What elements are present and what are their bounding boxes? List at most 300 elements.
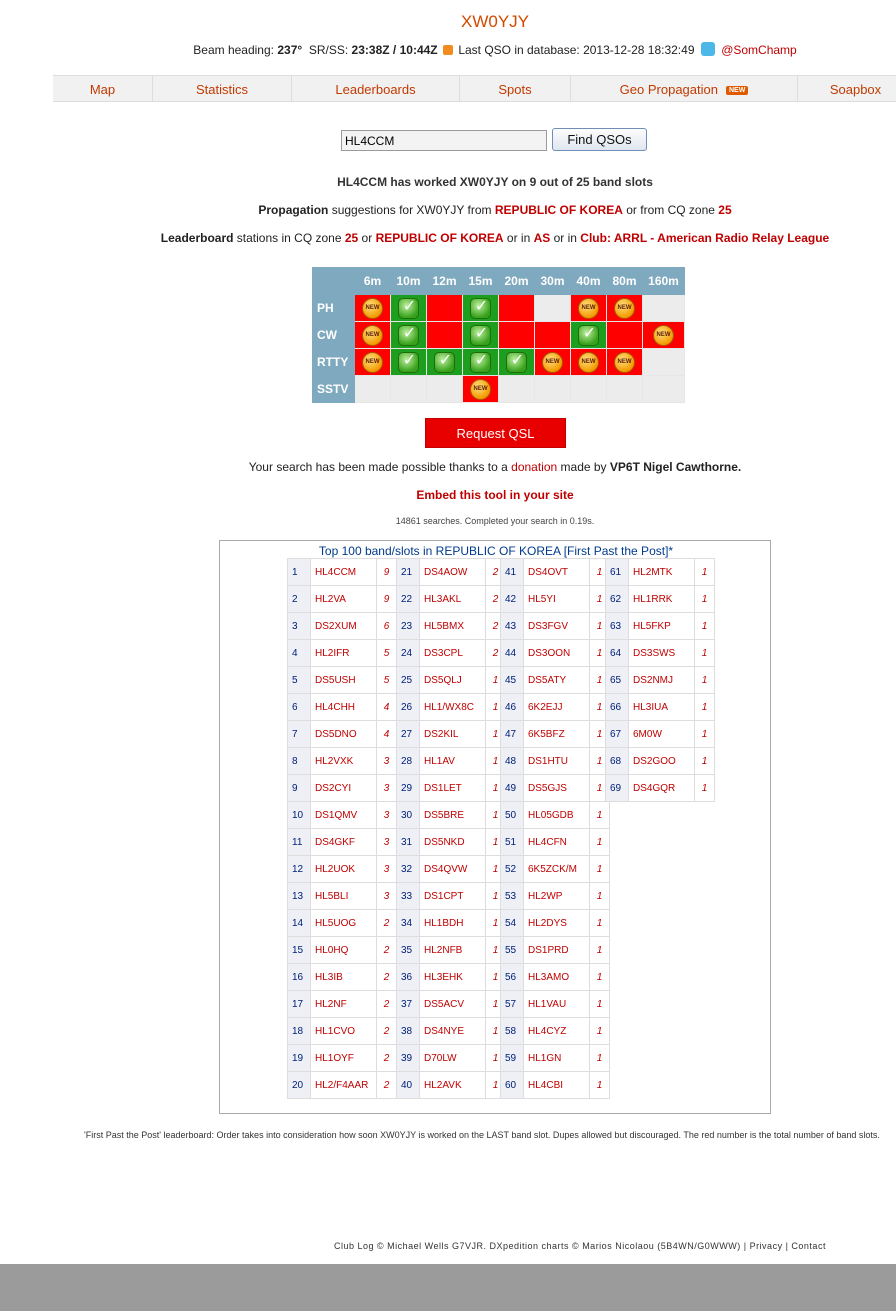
table-row bbox=[397, 856, 506, 883]
slot-rtty-6m bbox=[355, 349, 391, 376]
search-stats: 14861 searches. Completed your search in 0.19s. bbox=[395, 516, 595, 526]
slot-count: 1 bbox=[590, 856, 610, 883]
slot-cw-15m bbox=[463, 322, 499, 349]
table-row bbox=[288, 748, 397, 775]
rank: 16 bbox=[288, 964, 311, 991]
callsign-link[interactable]: DS3FGV bbox=[524, 613, 590, 640]
slot-count: 2 bbox=[486, 640, 506, 667]
callsign-link[interactable]: 6M0W bbox=[629, 721, 695, 748]
callsign-link[interactable]: HL0HQ bbox=[311, 937, 377, 964]
callsign-link[interactable]: HL5FKP bbox=[629, 613, 695, 640]
callsign-link[interactable]: DS1QMV bbox=[311, 802, 377, 829]
table-row bbox=[288, 1018, 397, 1045]
leaderboard-club-link[interactable]: Club: ARRL - American Radio Relay League bbox=[580, 231, 830, 245]
callsign-link[interactable]: DS3SWS bbox=[629, 640, 695, 667]
slot-count: 1 bbox=[486, 991, 506, 1018]
request-qsl-button[interactable]: Request QSL bbox=[425, 418, 566, 448]
table-row bbox=[288, 937, 397, 964]
beam-heading-value: 237° bbox=[277, 43, 303, 57]
table-row bbox=[397, 910, 506, 937]
mode-row-sstv bbox=[313, 376, 685, 403]
table-row bbox=[288, 910, 397, 937]
callsign-link[interactable]: HL1GN bbox=[524, 1045, 590, 1072]
rank: 56 bbox=[501, 964, 524, 991]
rank: 30 bbox=[397, 802, 420, 829]
nav-soapbox[interactable]: Soapbox bbox=[829, 82, 882, 97]
callsign-link[interactable]: DS5ACV bbox=[420, 991, 486, 1018]
slot-count: 3 bbox=[377, 775, 397, 802]
slot-cw-20m bbox=[499, 322, 535, 349]
callsign-link[interactable]: DS1PRD bbox=[524, 937, 590, 964]
slot-rtty-20m bbox=[499, 349, 535, 376]
rank: 24 bbox=[397, 640, 420, 667]
slot-count: 4 bbox=[377, 694, 397, 721]
table-row bbox=[501, 613, 610, 640]
check-icon: ✓ bbox=[470, 352, 491, 373]
slot-count: 2 bbox=[377, 937, 397, 964]
slot-cw-160m bbox=[643, 322, 685, 349]
table-row bbox=[501, 937, 610, 964]
footnote: 'First Past the Post' leaderboard: Order takes into consideration how soon XW0YJY is worked on the LAST band slot. Dupes allowed but discouraged. The red number is the total number of band slots. bbox=[84, 1130, 880, 1140]
slot-ph-6m bbox=[355, 295, 391, 322]
table-row bbox=[501, 748, 610, 775]
slot-count: 1 bbox=[486, 775, 506, 802]
callsign-link[interactable]: HL2MTK bbox=[629, 559, 695, 586]
slot-count: 5 bbox=[377, 667, 397, 694]
callsign-link[interactable]: HL3IUA bbox=[629, 694, 695, 721]
callsign-link[interactable]: HL3AMO bbox=[524, 964, 590, 991]
callsign-link[interactable]: HL4CBI bbox=[524, 1072, 590, 1099]
leaderboard-column bbox=[605, 558, 715, 802]
callsign-link[interactable]: HL4CCM bbox=[311, 559, 377, 586]
callsign-link[interactable]: HL5BLI bbox=[311, 883, 377, 910]
table-row bbox=[397, 1072, 506, 1099]
check-icon: ✓ bbox=[398, 325, 419, 346]
mode-row-rtty bbox=[313, 349, 685, 376]
slot-ph-15m bbox=[463, 295, 499, 322]
callsign-link[interactable]: HL2VXK bbox=[311, 748, 377, 775]
callsign-link[interactable]: DS1CPT bbox=[420, 883, 486, 910]
new-slot-icon: NEW bbox=[362, 352, 383, 373]
worked-summary: HL4CCM has worked XW0YJY on 9 out of 25 band slots bbox=[337, 175, 653, 189]
slot-count: 1 bbox=[590, 775, 610, 802]
slot-count: 1 bbox=[590, 721, 610, 748]
slot-count: 2 bbox=[486, 613, 506, 640]
callsign-input[interactable] bbox=[341, 130, 547, 151]
callsign-link[interactable]: DS1LET bbox=[420, 775, 486, 802]
propagation-zone-link[interactable]: 25 bbox=[718, 203, 732, 217]
rank: 47 bbox=[501, 721, 524, 748]
leaderboard-bold: Leaderboard bbox=[160, 231, 234, 245]
table-row bbox=[501, 964, 610, 991]
rank: 39 bbox=[397, 1045, 420, 1072]
slot-count: 2 bbox=[377, 1045, 397, 1072]
slot-count: 1 bbox=[695, 775, 715, 802]
contact-link[interactable]: Contact bbox=[791, 1241, 826, 1251]
callsign-link[interactable]: DS3CPL bbox=[420, 640, 486, 667]
callsign-link[interactable]: HL5UOG bbox=[311, 910, 377, 937]
band-header-30m: 30m bbox=[535, 268, 571, 295]
table-row bbox=[606, 721, 715, 748]
rank: 53 bbox=[501, 883, 524, 910]
slot-cw-12m bbox=[427, 322, 463, 349]
slot-count: 1 bbox=[486, 748, 506, 775]
slot-rtty-40m bbox=[571, 349, 607, 376]
callsign-link[interactable]: HL2NF bbox=[311, 991, 377, 1018]
slot-count: 5 bbox=[377, 640, 397, 667]
callsign-link[interactable]: DS5USH bbox=[311, 667, 377, 694]
new-slot-icon: NEW bbox=[653, 325, 674, 346]
rank: 35 bbox=[397, 937, 420, 964]
rank: 67 bbox=[606, 721, 629, 748]
table-row bbox=[606, 667, 715, 694]
callsign-link[interactable]: HL1VAU bbox=[524, 991, 590, 1018]
callsign-link[interactable]: HL1/WX8C bbox=[420, 694, 486, 721]
callsign-link[interactable]: HL05GDB bbox=[524, 802, 590, 829]
callsign-link[interactable]: 6K2EJJ bbox=[524, 694, 590, 721]
rank: 42 bbox=[501, 586, 524, 613]
slot-count: 1 bbox=[695, 559, 715, 586]
callsign-link[interactable]: HL2UOK bbox=[311, 856, 377, 883]
slot-count: 1 bbox=[486, 910, 506, 937]
callsign-link[interactable]: DS1HTU bbox=[524, 748, 590, 775]
srss-label: SR/SS: bbox=[308, 43, 349, 57]
slot-count: 1 bbox=[590, 694, 610, 721]
propagation-country-link[interactable]: REPUBLIC OF KOREA bbox=[494, 203, 623, 217]
slot-rtty-12m bbox=[427, 349, 463, 376]
page-title: XW0YJY bbox=[460, 12, 530, 31]
table-row bbox=[501, 1045, 610, 1072]
donor-name: VP6T Nigel Cawthorne. bbox=[609, 460, 742, 474]
slot-ph-10m bbox=[391, 295, 427, 322]
slot-rtty-80m bbox=[607, 349, 643, 376]
callsign-link[interactable]: DS2XUM bbox=[311, 613, 377, 640]
callsign-link[interactable]: DS5GJS bbox=[524, 775, 590, 802]
beam-heading-label: Beam heading: bbox=[193, 43, 274, 57]
callsign-link[interactable]: DS2KIL bbox=[420, 721, 486, 748]
callsign-link[interactable]: HL3IB bbox=[311, 964, 377, 991]
twitter-icon[interactable] bbox=[701, 42, 715, 56]
band-header-6m: 6m bbox=[355, 268, 391, 295]
slot-rtty-10m bbox=[391, 349, 427, 376]
slot-count: 6 bbox=[377, 613, 397, 640]
twitter-link[interactable]: @SomChamp bbox=[721, 43, 797, 57]
rank: 13 bbox=[288, 883, 311, 910]
callsign-link[interactable]: HL5YI bbox=[524, 586, 590, 613]
table-row bbox=[501, 829, 610, 856]
callsign-link[interactable]: HL2VA bbox=[311, 586, 377, 613]
callsign-link[interactable]: HL3AKL bbox=[420, 586, 486, 613]
slot-count: 1 bbox=[590, 910, 610, 937]
leaderboard-country-link[interactable]: REPUBLIC OF KOREA bbox=[375, 231, 504, 245]
slot-count: 1 bbox=[486, 937, 506, 964]
callsign-link[interactable]: D70LW bbox=[420, 1045, 486, 1072]
table-row bbox=[288, 586, 397, 613]
callsign-link[interactable]: HL1BDH bbox=[420, 910, 486, 937]
rank: 17 bbox=[288, 991, 311, 1018]
table-row bbox=[397, 694, 506, 721]
slot-count: 1 bbox=[590, 991, 610, 1018]
embed-line bbox=[0, 488, 896, 502]
find-qsos-button[interactable]: Find QSOs bbox=[552, 128, 647, 151]
rank: 34 bbox=[397, 910, 420, 937]
callsign-link[interactable]: DS4GKF bbox=[311, 829, 377, 856]
slot-count: 1 bbox=[590, 802, 610, 829]
rank: 3 bbox=[288, 613, 311, 640]
table-row bbox=[501, 775, 610, 802]
callsign-link[interactable]: DS2CYI bbox=[311, 775, 377, 802]
rank: 10 bbox=[288, 802, 311, 829]
slot-count: 1 bbox=[590, 748, 610, 775]
slot-count: 1 bbox=[486, 829, 506, 856]
callsign-link[interactable]: HL5BMX bbox=[420, 613, 486, 640]
callsign-link[interactable]: DS5ATY bbox=[524, 667, 590, 694]
table-row bbox=[606, 694, 715, 721]
slot-count: 1 bbox=[590, 883, 610, 910]
callsign-link[interactable]: 6K5BFZ bbox=[524, 721, 590, 748]
last-qso-value: 2013-12-28 18:32:49 bbox=[583, 43, 695, 57]
slot-cw-6m bbox=[355, 322, 391, 349]
slot-count: 1 bbox=[590, 1045, 610, 1072]
table-row bbox=[606, 775, 715, 802]
check-icon: ✓ bbox=[398, 298, 419, 319]
table-row bbox=[288, 640, 397, 667]
donation-link[interactable]: donation bbox=[511, 460, 558, 474]
callsign-link[interactable]: HL2WP bbox=[524, 883, 590, 910]
band-header-15m: 15m bbox=[463, 268, 499, 295]
table-row bbox=[288, 1072, 397, 1099]
callsign-link[interactable]: DS2NMJ bbox=[629, 667, 695, 694]
slot-cw-30m bbox=[535, 322, 571, 349]
slot-sstv-160m bbox=[643, 376, 685, 403]
slot-count: 1 bbox=[590, 1072, 610, 1099]
table-row bbox=[501, 883, 610, 910]
table-row bbox=[397, 1018, 506, 1045]
slot-count: 2 bbox=[377, 991, 397, 1018]
mode-label: RTTY bbox=[313, 349, 355, 376]
rank: 20 bbox=[288, 1072, 311, 1099]
new-slot-icon: NEW bbox=[470, 379, 491, 400]
rank: 69 bbox=[606, 775, 629, 802]
slot-ph-12m bbox=[427, 295, 463, 322]
slot-rtty-15m bbox=[463, 349, 499, 376]
table-row bbox=[288, 856, 397, 883]
srss-separator: / bbox=[389, 43, 400, 57]
table-row bbox=[501, 667, 610, 694]
table-row bbox=[397, 748, 506, 775]
leaderboard-column bbox=[500, 558, 610, 1099]
slot-sstv-20m bbox=[499, 376, 535, 403]
slot-sstv-12m bbox=[427, 376, 463, 403]
rank: 5 bbox=[288, 667, 311, 694]
rank: 59 bbox=[501, 1045, 524, 1072]
callsign-link[interactable]: 6K5ZCK/M bbox=[524, 856, 590, 883]
rank: 55 bbox=[501, 937, 524, 964]
table-row bbox=[606, 559, 715, 586]
table-row bbox=[501, 910, 610, 937]
slot-sstv-6m bbox=[355, 376, 391, 403]
slot-count: 3 bbox=[377, 829, 397, 856]
rank: 58 bbox=[501, 1018, 524, 1045]
rank: 12 bbox=[288, 856, 311, 883]
leaderboard-column bbox=[287, 558, 397, 1099]
slot-count: 1 bbox=[486, 964, 506, 991]
slot-count: 1 bbox=[590, 640, 610, 667]
rank: 23 bbox=[397, 613, 420, 640]
callsign-link[interactable]: HL1AV bbox=[420, 748, 486, 775]
check-icon: ✓ bbox=[506, 352, 527, 373]
rank: 31 bbox=[397, 829, 420, 856]
table-row bbox=[397, 667, 506, 694]
slot-count: 1 bbox=[486, 694, 506, 721]
rank: 40 bbox=[397, 1072, 420, 1099]
callsign-link[interactable]: DS2GOO bbox=[629, 748, 695, 775]
nav-map[interactable]: Map bbox=[53, 76, 153, 101]
rank: 68 bbox=[606, 748, 629, 775]
rss-icon[interactable] bbox=[443, 45, 453, 55]
grid-corner bbox=[313, 268, 355, 295]
nav-leaderboards[interactable]: Leaderboards bbox=[292, 76, 460, 101]
nav-geo-propagation[interactable] bbox=[571, 76, 798, 101]
rank: 25 bbox=[397, 667, 420, 694]
leaderboard-text: stations in CQ zone bbox=[233, 231, 345, 245]
table-row bbox=[288, 1045, 397, 1072]
slot-count: 2 bbox=[377, 1072, 397, 1099]
callsign-link[interactable]: DS5QLJ bbox=[420, 667, 486, 694]
slot-count: 1 bbox=[590, 829, 610, 856]
table-row bbox=[288, 802, 397, 829]
new-slot-icon: NEW bbox=[542, 352, 563, 373]
slot-count: 2 bbox=[377, 964, 397, 991]
table-row bbox=[397, 829, 506, 856]
mode-row-cw bbox=[313, 322, 685, 349]
slot-count: 3 bbox=[377, 748, 397, 775]
new-slot-icon: NEW bbox=[578, 298, 599, 319]
sunrise-value: 23:38Z bbox=[351, 43, 390, 57]
slot-count: 1 bbox=[695, 613, 715, 640]
leaderboard-zone-link[interactable]: 25 bbox=[344, 231, 359, 245]
table-row bbox=[288, 667, 397, 694]
callsign-link[interactable]: HL1CVO bbox=[311, 1018, 377, 1045]
slot-count: 9 bbox=[377, 586, 397, 613]
callsign-link[interactable]: DS5NKD bbox=[420, 829, 486, 856]
donation-text: Your search has been made possible thanks to a bbox=[248, 460, 512, 474]
mode-label: PH bbox=[313, 295, 355, 322]
mode-row-ph bbox=[313, 295, 685, 322]
callsign-link[interactable]: DS4NYE bbox=[420, 1018, 486, 1045]
callsign-link[interactable]: HL2DYS bbox=[524, 910, 590, 937]
table-row bbox=[288, 694, 397, 721]
slot-sstv-40m bbox=[571, 376, 607, 403]
rank: 18 bbox=[288, 1018, 311, 1045]
table-row bbox=[606, 613, 715, 640]
callsign-link[interactable]: DS4GQR bbox=[629, 775, 695, 802]
band-header-10m: 10m bbox=[391, 268, 427, 295]
rank: 57 bbox=[501, 991, 524, 1018]
table-row bbox=[288, 559, 397, 586]
nav-spots[interactable]: Spots bbox=[460, 76, 571, 101]
table-row bbox=[606, 586, 715, 613]
callsign-link[interactable]: HL2IFR bbox=[311, 640, 377, 667]
table-row bbox=[288, 775, 397, 802]
callsign-link[interactable]: HL2AVK bbox=[420, 1072, 486, 1099]
slot-count: 1 bbox=[695, 667, 715, 694]
callsign-link[interactable]: DS4AOW bbox=[420, 559, 486, 586]
band-header-160m: 160m bbox=[643, 268, 685, 295]
callsign-link[interactable]: DS5DNO bbox=[311, 721, 377, 748]
leaderboard-continent-link[interactable]: AS bbox=[533, 231, 551, 245]
mode-label: CW bbox=[313, 322, 355, 349]
slot-rtty-160m bbox=[643, 349, 685, 376]
rank: 36 bbox=[397, 964, 420, 991]
rank: 7 bbox=[288, 721, 311, 748]
rank: 46 bbox=[501, 694, 524, 721]
callsign-link[interactable]: HL4CYZ bbox=[524, 1018, 590, 1045]
slot-count: 1 bbox=[590, 964, 610, 991]
new-badge: NEW bbox=[726, 86, 748, 95]
slot-count: 1 bbox=[695, 586, 715, 613]
table-row bbox=[397, 964, 506, 991]
table-row bbox=[288, 964, 397, 991]
new-slot-icon: NEW bbox=[614, 298, 635, 319]
callsign-link[interactable]: DS3OON bbox=[524, 640, 590, 667]
callsign-link[interactable]: HL3EHK bbox=[420, 964, 486, 991]
table-row bbox=[501, 721, 610, 748]
sunset-value: 10:44Z bbox=[399, 43, 438, 57]
propagation-line bbox=[0, 203, 896, 217]
callsign-link[interactable]: HL1OYF bbox=[311, 1045, 377, 1072]
slot-count: 3 bbox=[377, 802, 397, 829]
donation-text-2: made by bbox=[557, 460, 610, 474]
callsign-link[interactable]: HL4CFN bbox=[524, 829, 590, 856]
rank: 48 bbox=[501, 748, 524, 775]
table-row bbox=[606, 748, 715, 775]
table-row bbox=[288, 883, 397, 910]
slot-ph-30m bbox=[535, 295, 571, 322]
callsign-link[interactable]: DS4QVW bbox=[420, 856, 486, 883]
privacy-link[interactable]: Privacy bbox=[749, 1241, 783, 1251]
nav-statistics[interactable]: Statistics bbox=[153, 76, 292, 101]
slot-count: 1 bbox=[486, 1072, 506, 1099]
slot-count: 1 bbox=[590, 667, 610, 694]
callsign-link[interactable]: HL2NFB bbox=[420, 937, 486, 964]
check-icon: ✓ bbox=[434, 352, 455, 373]
slot-count: 4 bbox=[377, 721, 397, 748]
rank: 66 bbox=[606, 694, 629, 721]
callsign-link[interactable]: HL4CHH bbox=[311, 694, 377, 721]
slot-count: 1 bbox=[590, 1018, 610, 1045]
callsign-link[interactable]: DS4OVT bbox=[524, 559, 590, 586]
rank: 27 bbox=[397, 721, 420, 748]
slot-count: 1 bbox=[486, 1045, 506, 1072]
top100-box bbox=[219, 540, 771, 1114]
slot-sstv-30m bbox=[535, 376, 571, 403]
slot-sstv-10m bbox=[391, 376, 427, 403]
callsign-link[interactable]: HL1RRK bbox=[629, 586, 695, 613]
slot-count: 1 bbox=[486, 721, 506, 748]
callsign-link[interactable]: DS5BRE bbox=[420, 802, 486, 829]
slot-ph-80m bbox=[607, 295, 643, 322]
rank: 45 bbox=[501, 667, 524, 694]
embed-link[interactable]: Embed this tool in your site bbox=[416, 488, 574, 502]
rank: 2 bbox=[288, 586, 311, 613]
table-row bbox=[501, 640, 610, 667]
callsign-link[interactable]: HL2/F4AAR bbox=[311, 1072, 377, 1099]
table-row bbox=[397, 883, 506, 910]
slot-count: 1 bbox=[590, 937, 610, 964]
slot-count: 1 bbox=[486, 856, 506, 883]
rank: 1 bbox=[288, 559, 311, 586]
